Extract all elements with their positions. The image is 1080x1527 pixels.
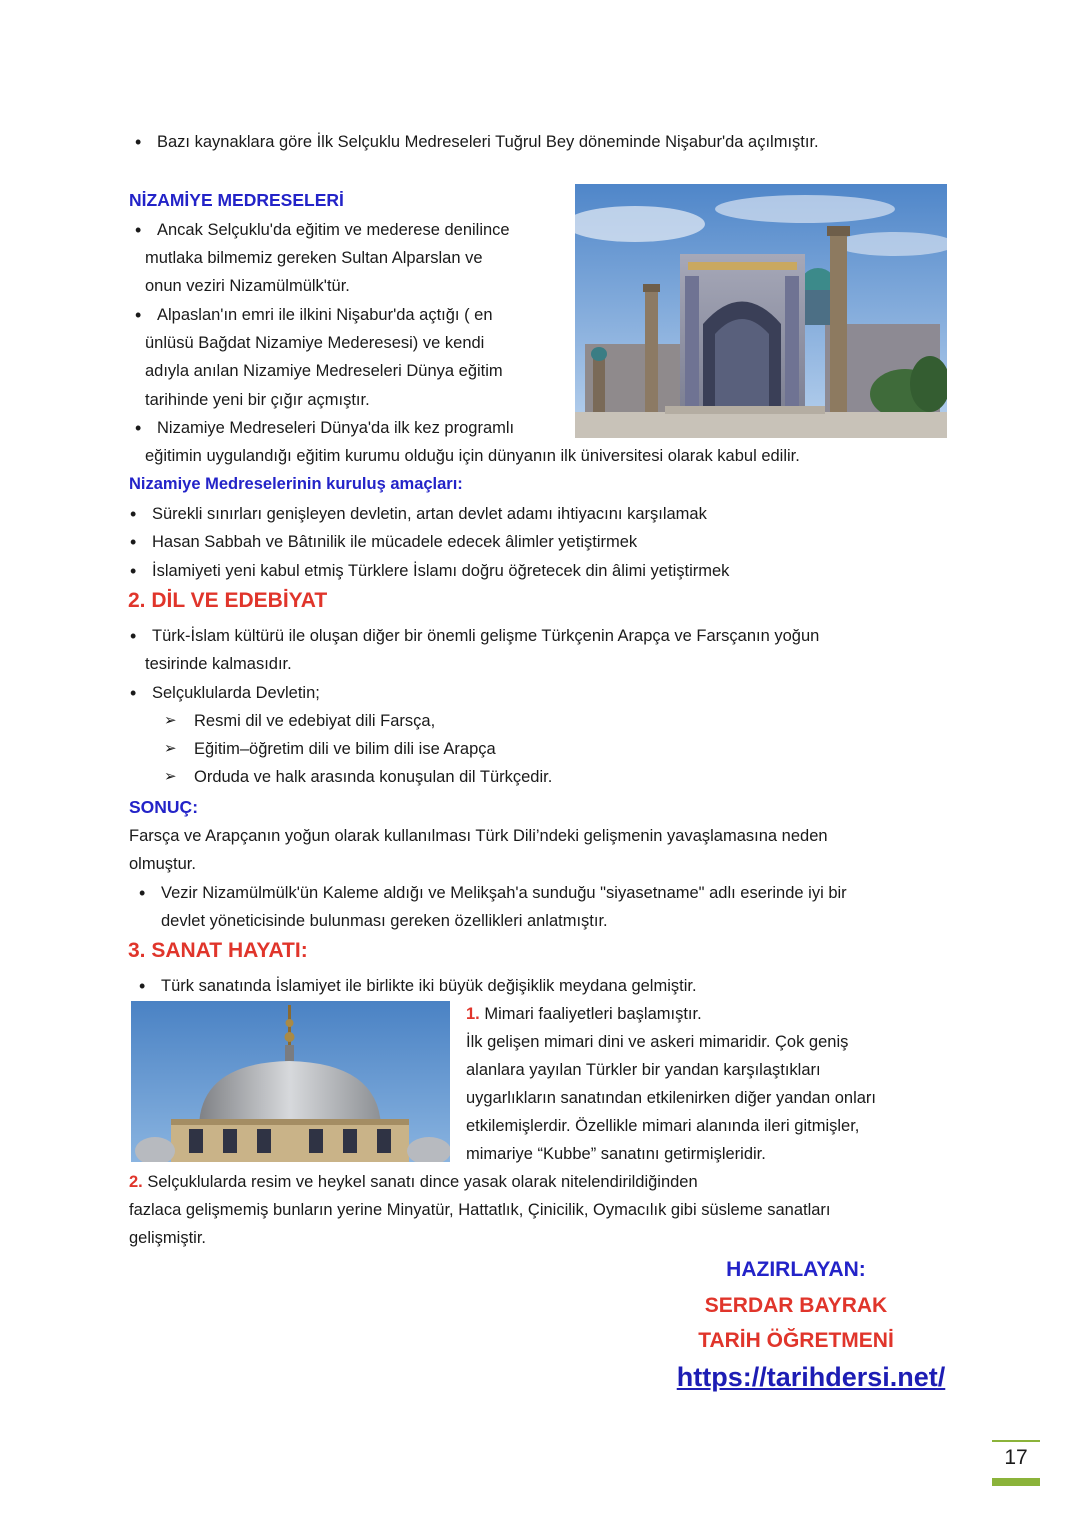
sonuc-text-line-1: Farsça ve Arapçanın yoğun olarak kullanılması Türk Dili’ndeki gelişmenin yavaşlamasına neden (129, 827, 828, 845)
nizamiye-bullet-3-line-2: eğitimin uygulandığı eğitim kurumu olduğu için dünyanın ilk üniversitesi olarak kabul edilir. (145, 447, 800, 465)
website-link[interactable]: https://tarihdersi.net/ (676, 1362, 946, 1392)
intro-bullet: • Bazı kaynaklara göre İlk Selçuklu Medreseleri Tuğrul Bey döneminde Nişabur'da açılmıştır. (157, 131, 819, 153)
nizamiye-bullet-2-line-1: • Alpaslan'ın emri ile ilkini Nişabur'da açtığı ( en (157, 304, 493, 326)
dil-bullet-2: • Selçuklularda Devletin; (152, 682, 320, 704)
sanat-point-2-line-2: fazlaca gelişmemiş bunların yerine Minyatür, Hattatlık, Çinicilik, Oymacılık gibi süsleme sanatları (129, 1201, 831, 1219)
nizamiye-bullet-1-line-1: • Ancak Selçuklu'da eğitim ve mederese denilince (157, 219, 510, 241)
sanat-point-1-text: etkilemişlerdir. Özellikle mimari alanında ileri gitmişler, (466, 1117, 860, 1135)
dome-photo (131, 1001, 450, 1162)
nizamiye-heading: NİZAMİYE MEDRESELERİ (129, 190, 344, 210)
author-name: SERDAR BAYRAK (704, 1294, 888, 1317)
dil-sub-item: ➢ Orduda ve halk arasında konuşulan dil Türkçedir. (194, 766, 552, 788)
page-number: 17 (1004, 1446, 1028, 1469)
nizamiye-bullet-1-line-2: mutlaka bilmemiz gereken Sultan Alparslan ve (145, 249, 483, 267)
sanat-point-1-text: mimariye “Kubbe” sanatını getirmişleridir. (466, 1145, 766, 1163)
page-number-top-rule (992, 1440, 1040, 1442)
sanat-point-2-line-1 (129, 1171, 698, 1193)
dil-heading: 2. DİL VE EDEBİYAT (128, 589, 328, 612)
nizamiye-bullet-2-line-3: adıyla anılan Nizamiye Medreseleri Dünya eğitim (145, 362, 503, 380)
purpose-item: • İslamiyeti yeni kabul etmiş Türklere İslamı doğru öğretecek din âlimi yetiştirmek (152, 560, 729, 582)
page-number-box (992, 1440, 1040, 1486)
nizamiye-bullet-1-line-3: onun veziri Nizamülmülk'tür. (145, 277, 350, 295)
nizamiye-bullet-2-line-2: ünlüsü Bağdat Nizamiye Mederesesi) ve kendi (145, 334, 485, 352)
sonuc-bullet-line-1: • Vezir Nizamülmülk'ün Kaleme aldığı ve Melikşah'a sunduğu "siyasetname" adlı eserinde iyi bir (161, 882, 847, 904)
purpose-item: • Hasan Sabbah ve Bâtınilik ile mücadele edecek âlimler yetiştirmek (152, 531, 637, 553)
prepared-by-label: HAZIRLAYAN: (726, 1258, 866, 1281)
sanat-point-2-line-3: gelişmiştir. (129, 1229, 207, 1247)
nizamiye-bullet-3-line-1: • Nizamiye Medreseleri Dünya'da ilk kez programlı (157, 417, 514, 439)
dil-sub-item: ➢ Eğitim–öğretim dili ve bilim dili ise Arapça (194, 738, 496, 760)
sanat-bullet: • Türk sanatında İslamiyet ile birlikte iki büyük değişiklik meydana gelmiştir. (161, 975, 697, 997)
page-number-bottom-bar (992, 1478, 1040, 1486)
dil-bullet-1-line-2: tesirinde kalmasıdır. (145, 655, 292, 673)
author-title: TARİH ÖĞRETMENİ (698, 1329, 894, 1352)
sonuc-text-line-2: olmuştur. (129, 855, 196, 873)
sanat-point-1-title (466, 1003, 702, 1025)
sanat-point-1-text: alanlara yayılan Türkler bir yandan karşılaştıkları (466, 1061, 821, 1079)
sanat-point-1-title-text: Mimari faaliyetleri başlamıştır. (484, 1005, 702, 1023)
sonuc-bullet-line-2: devlet yöneticisinde bulunması gereken özellikleri anlatmıştır. (161, 912, 608, 930)
sanat-point-1-text: İlk gelişen mimari dini ve askeri mimaridir. Çok geniş (466, 1033, 849, 1051)
sanat-heading: 3. SANAT HAYATI: (128, 939, 308, 962)
dil-bullet-1-line-1: • Türk-İslam kültürü ile oluşan diğer bir önemli gelişme Türkçenin Arapça ve Farsçanın yoğun (152, 625, 819, 647)
purposes-heading: Nizamiye Medreselerinin kuruluş amaçları: (129, 475, 463, 493)
sanat-point-1-text: uygarlıkların sanatından etkilenirken diğer yandan onları (466, 1089, 877, 1107)
dil-sub-item: ➢ Resmi dil ve edebiyat dili Farsça, (194, 710, 435, 732)
sanat-point-1-number: 1. (466, 1005, 480, 1023)
madrasa-photo (575, 184, 947, 438)
nizamiye-bullet-2-line-4: tarihinde yeni bir çığır açmıştır. (145, 391, 370, 409)
purpose-item: • Sürekli sınırları genişleyen devletin, artan devlet adamı ihtiyacını karşılamak (152, 503, 707, 525)
sanat-point-2-number: 2. (129, 1173, 143, 1191)
sonuc-heading: SONUÇ: (129, 797, 199, 817)
sanat-point-2-text: Selçuklularda resim ve heykel sanatı dince yasak olarak nitelendirildiğinden (147, 1173, 698, 1191)
